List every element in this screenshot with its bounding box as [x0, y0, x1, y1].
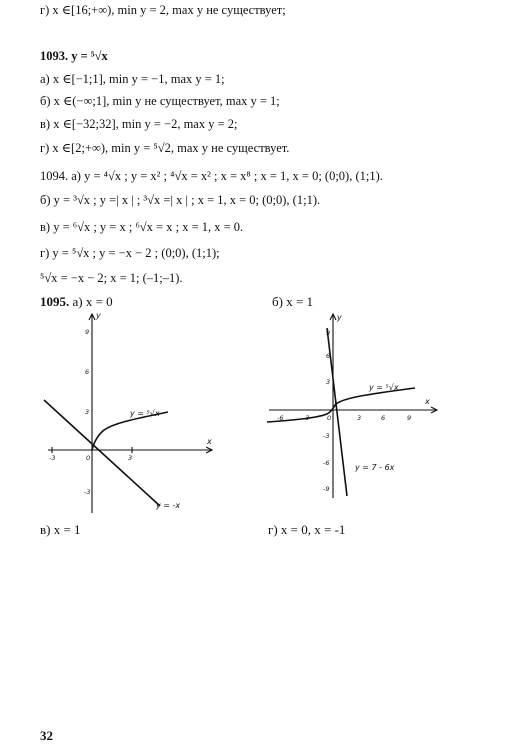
- graph-right-ytick: 6: [326, 352, 331, 360]
- answer-v-1093: в) x ∈[−32;32], min y = −2, max y = 2;: [40, 117, 238, 131]
- graph-left-ytick: 3: [85, 408, 90, 416]
- answer-b-1093: б) x ∈(−∞;1], min y не существует, max y = 1;: [40, 94, 280, 108]
- graph-right-xtick: -6: [277, 414, 284, 422]
- graph-right-xtick: 9: [407, 414, 412, 422]
- graph-right-curve2-label: y = 7 - 6x: [355, 463, 395, 472]
- graph-right-xtick: 0: [327, 414, 332, 422]
- graph-left: [40, 308, 220, 518]
- graph-right-ytick: -9: [323, 485, 330, 493]
- page-number: 32: [40, 728, 53, 743]
- problem-1094-a: 1094. а) y = ⁴√x ; y = x² ; ⁴√x = x² ; x = x⁸ ; x = 1, x = 0; (0;0), (1;1).: [40, 169, 383, 183]
- graph-right-xtick: 6: [381, 414, 386, 422]
- problem-1095-a-answer: а) x = 0: [72, 294, 113, 309]
- answer-g-1092: г) x ∈[16;+∞), min y = 2, max y не существует;: [40, 3, 286, 17]
- graph-right-y-label: y: [337, 313, 342, 322]
- problem-1095-v: в) x = 1: [40, 522, 81, 537]
- graph-left-curve2-label: y = -x: [156, 501, 181, 510]
- answer-a-1093: а) x ∈[−1;1], min y = −1, max y = 1;: [40, 72, 225, 86]
- graph-left-y-label: y: [96, 311, 101, 320]
- problem-1095-g: г) x = 0, x = -1: [268, 522, 346, 537]
- graph-left-ytick: -3: [84, 488, 91, 496]
- graph-left-x-label: x: [207, 437, 212, 446]
- answer-g-1093: г) x ∈[2;+∞), min y = ⁵√2, max y не существует.: [40, 141, 290, 155]
- graph-left-xtick: 3: [128, 454, 133, 462]
- problem-1095-b: б) x = 1: [272, 294, 314, 309]
- graph-right-ytick: 9: [326, 329, 331, 337]
- graph-left-curve1-label: y = ⁵√x: [130, 409, 160, 418]
- graph-left-ytick: 6: [85, 368, 90, 376]
- graph-right-curve-root: [267, 388, 415, 422]
- graph-right-axes: [269, 314, 437, 498]
- graph-left-ytick: 9: [85, 328, 90, 336]
- graph-right-ytick: -6: [323, 459, 330, 467]
- graph-left-xtick: -3: [49, 454, 56, 462]
- graph-right-xtick: -3: [303, 414, 310, 422]
- problem-1094-v: в) y = ⁶√x ; y = x ; ⁶√x = x ; x = 1, x = 0.: [40, 220, 244, 234]
- problem-1094-g: г) y = ⁵√x ; y = −x − 2 ; (0;0), (1;1);: [40, 246, 220, 260]
- graph-right: [265, 310, 445, 500]
- graph-right-ytick: -3: [323, 432, 330, 440]
- problem-1094-g-solution: ⁵√x = −x − 2; x = 1; (–1;–1).: [40, 271, 183, 285]
- problem-1094-b: б) y = ³√x ; y =| x | ; ³√x =| x | ; x = 1, x = 0; (0;0), (1;1).: [40, 193, 321, 207]
- problem-1093-title: 1093. y = ⁵√x: [40, 49, 108, 63]
- graph-right-xtick: 3: [357, 414, 362, 422]
- graph-right-curve1-label: y = ⁵√x: [369, 383, 399, 392]
- graph-right-ytick: 3: [326, 378, 331, 386]
- graph-right-x-label: x: [425, 397, 430, 406]
- graph-left-xtick: 0: [86, 454, 91, 462]
- problem-1095-number: 1095.: [40, 294, 70, 309]
